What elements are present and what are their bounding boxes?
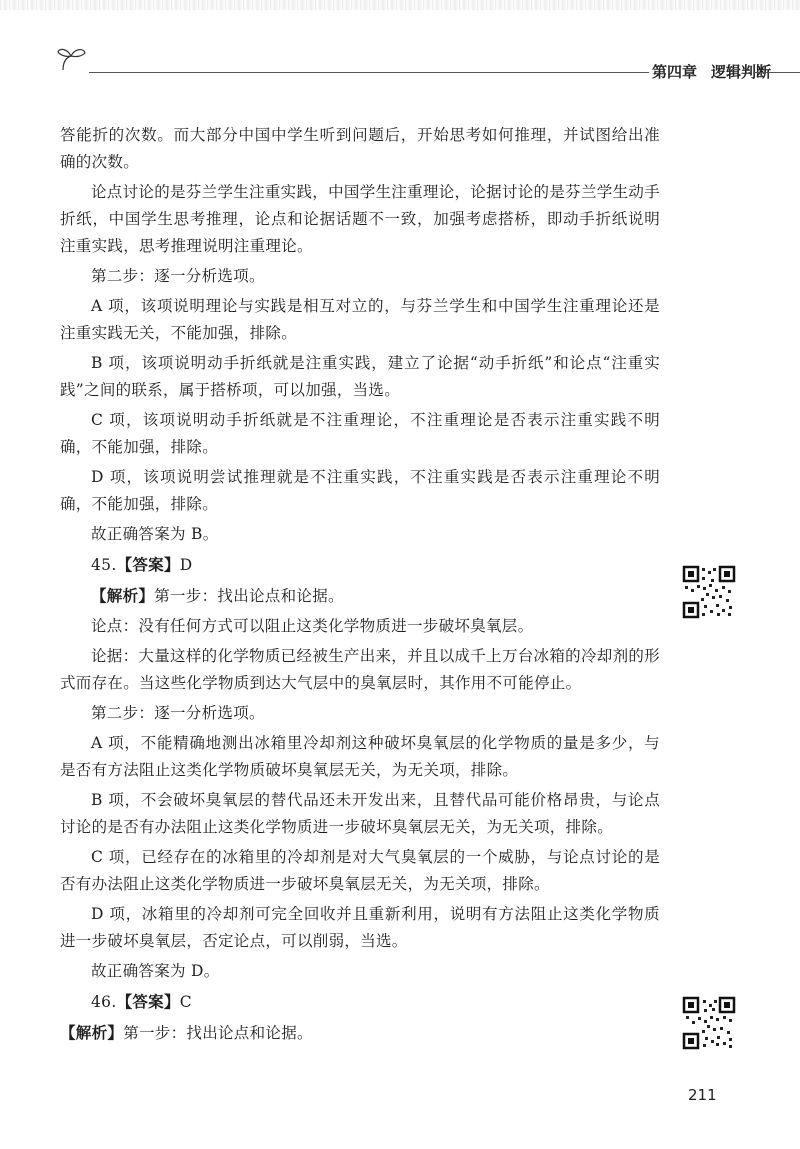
- page-number: 211: [688, 1086, 717, 1104]
- question-46-answer: [60, 988, 660, 1016]
- analysis-label: 【解析】: [91, 586, 155, 605]
- paragraph: D 项，冰箱里的冷却剂可完全回收并且重新利用，说明有方法阻止这类化学物质进一步破坏臭氧层，否定论点，可以削弱，当选。: [60, 905, 660, 950]
- paragraph: 故正确答案为 B。: [91, 525, 219, 543]
- answer-label: 【答案】: [116, 555, 180, 574]
- paragraph: A 项，不能精确地测出冰箱里冷却剂这种破坏臭氧层的化学物质的量是多少，与是否有方法阻止这类化学物质破坏臭氧层无关，为无关项，排除。: [60, 734, 660, 779]
- paragraph: B 项，不会破坏臭氧层的替代品还未开发出来，且替代品可能价格昂贵，与论点讨论的是否有办法阻止这类化学物质进一步破坏臭氧层无关，为无关项，排除。: [60, 791, 660, 836]
- answer-value: D: [179, 556, 193, 574]
- analysis-label: 【解析】: [60, 1023, 124, 1042]
- chapter-title: 逻辑判断: [711, 63, 772, 81]
- question-45-analysis: [60, 582, 660, 610]
- page-header: [55, 42, 800, 82]
- paragraph: D 项，该项说明尝试推理就是不注重实践，不注重实践是否表示注重理论不明确，不能加强，排除。: [60, 468, 660, 513]
- question-number: 45.: [91, 556, 117, 574]
- paragraph: C 项，该项说明动手折纸就是不注重理论，不注重理论是否表示注重实践不明确，不能加强，排除。: [60, 411, 660, 456]
- qr-code-icon[interactable]: [682, 996, 736, 1050]
- page-body: [60, 122, 660, 1050]
- paragraph: 论点讨论的是芬兰学生注重实践，中国学生注重理论，论据讨论的是芬兰学生动手折纸，中国学生思考推理，论点和论据话题不一致，加强考虑搭桥，即动手折纸说明注重实践，思考推理说明注重理论。: [60, 183, 660, 255]
- paragraph: 第二步：逐一分析选项。: [91, 267, 265, 285]
- answer-value: C: [179, 993, 192, 1011]
- paragraph: 论据：大量这样的化学物质已经被生产出来，并且以成千上万台冰箱的冷却剂的形式而存在。当这些化学物质到达大气层中的臭氧层时，其作用不可能停止。: [60, 647, 660, 692]
- header-rule: [89, 72, 649, 73]
- leaf-icon: [55, 46, 89, 72]
- question-number: 46.: [91, 993, 117, 1011]
- scan-artifact: [0, 0, 800, 10]
- chapter-number: 第四章: [652, 63, 698, 81]
- paragraph: 故正确答案为 D。: [91, 962, 220, 980]
- paragraph: 答能折的次数。而大部分中国中学生听到问题后，开始思考如何推理，并试图给出准确的次数。: [60, 126, 660, 171]
- analysis-step: 第一步：找出论点和论据。: [123, 1024, 313, 1042]
- answer-label: 【答案】: [116, 992, 180, 1011]
- question-46-analysis: [60, 1019, 660, 1047]
- paragraph: A 项，该项说明理论与实践是相互对立的，与芬兰学生和中国学生注重理论还是注重实践无关，不能加强，排除。: [60, 297, 660, 342]
- qr-code-icon[interactable]: [682, 565, 736, 619]
- analysis-step: 第一步：找出论点和论据。: [154, 587, 344, 605]
- paragraph: 第二步：逐一分析选项。: [91, 704, 265, 722]
- question-45-answer: [60, 551, 660, 579]
- paragraph: B 项，该项说明动手折纸就是注重实践，建立了论据“动手折纸”和论点“注重实践”之间的联系，属于搭桥项，可以加强，当选。: [60, 354, 660, 399]
- paragraph: C 项，已经存在的冰箱里的冷却剂是对大气臭氧层的一个威胁，与论点讨论的是否有办法阻止这类化学物质进一步破坏臭氧层无关，为无关项，排除。: [60, 848, 660, 893]
- header-rule-right: [753, 72, 800, 73]
- paragraph: 论点：没有任何方式可以阻止这类化学物质进一步破坏臭氧层。: [91, 617, 534, 635]
